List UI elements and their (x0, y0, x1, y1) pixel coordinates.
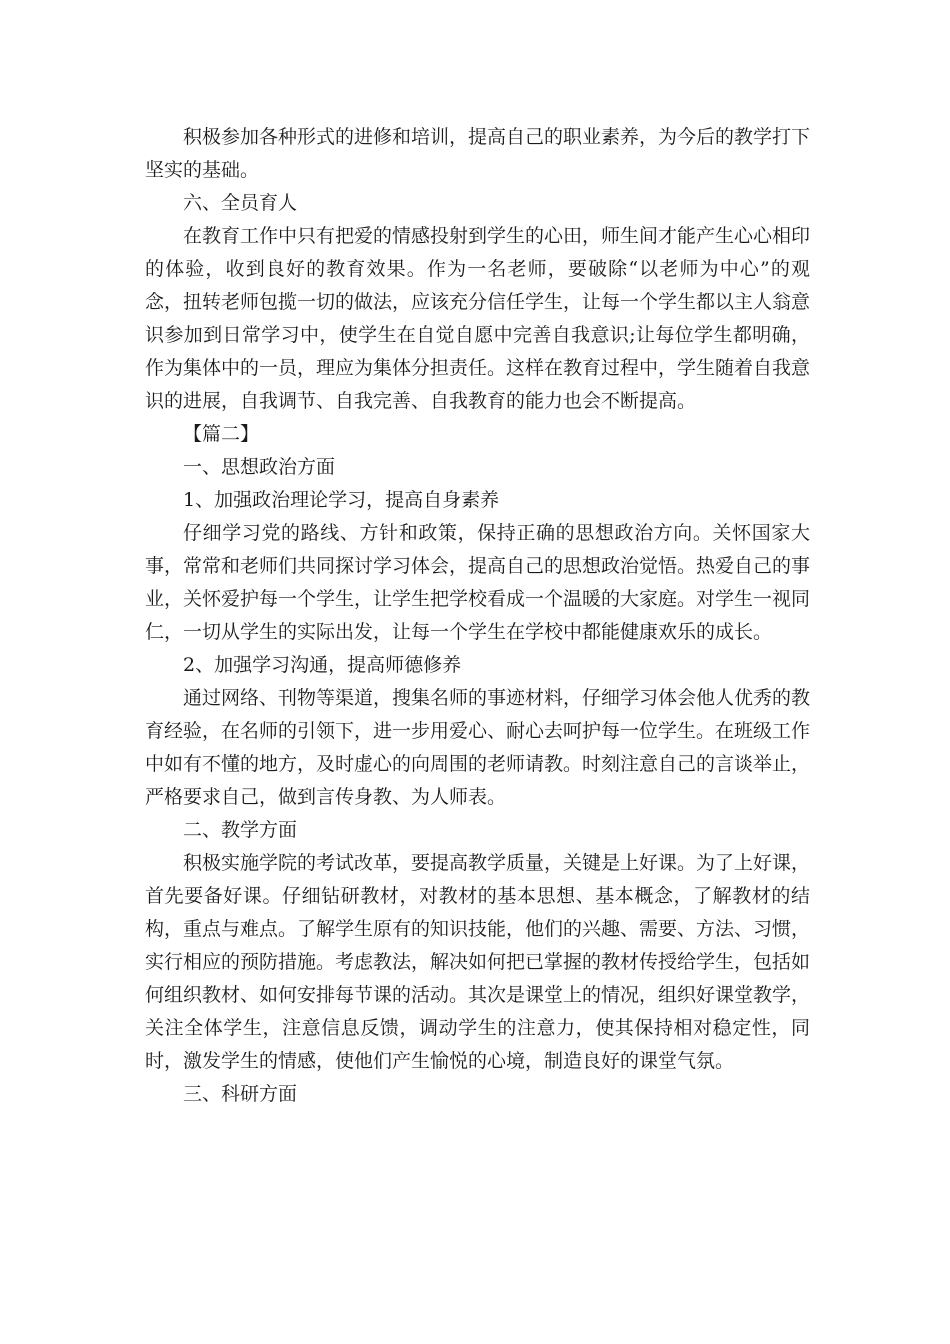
heading-all-staff-education: 六、全员育人 (183, 192, 298, 214)
heading-research: 三、科研方面 (183, 1083, 298, 1105)
section-marker-part-two: 【篇二】 (183, 423, 260, 445)
subheading-political-study: 1、加强政治理论学习，提高自身素养 (183, 489, 500, 511)
paragraph-love-education: 在教育工作中只有把爱的情感投射到学生的心田，师生间才能产生心心相印的体验，收到良好的教育效果。作为一名老师，要破除“以老师为中心”的观念，扭转老师包揽一切的做法，应该充分信任学生，让每一个学生都以主人翁意识参加到日常学习中，使学生在自觉自愿中完善自我意识;让每位学生都明确，作为集体中的一员，理应为集体分担责任。这样在教育过程中，学生随着自我意识的进展，自我调节、自我完善、自我教育的能力也会不断提高。 (145, 225, 811, 412)
paragraph-party-line: 仔细学习党的路线、方针和政策，保持正确的思想政治方向。关怀国家大事，常常和老师们共同探讨学习体会，提高自己的思想政治觉悟。热爱自己的事业，关怀爱护每一个学生，让学生把学校看成一个温暖的大家庭。对学生一视同仁，一切从学生的实际出发，让每一个学生在学校中都能健康欢乐的成长。 (145, 522, 811, 643)
paragraph-famous-teachers: 通过网络、刊物等渠道，搜集名师的事迹材料，仔细学习体会他人优秀的教育经验，在名师的引领下，进一步用爱心、耐心去呵护每一位学生。在班级工作中如有不懂的地方，及时虚心的向周围的老师请教。时刻注意自己的言谈举止，严格要求自己，做到言传身教、为人师表。 (145, 687, 811, 808)
heading-teaching: 二、教学方面 (183, 819, 298, 841)
paragraph-exam-reform: 积极实施学院的考试改革，要提高教学质量，关键是上好课。为了上好课，首先要备好课。仔细钻研教材，对教材的基本思想、基本概念，了解教材的结构，重点与难点。了解学生原有的知识技能，他们的兴趣、需要、方法、习惯，实行相应的预防措施。考虑教法，解决如何把已掌握的教材传授给学生，包括如何组织教材、如何安排每节课的活动。其次是课堂上的情况，组织好课堂教学，关注全体学生，注意信息反馈，调动学生的注意力，使其保持相对稳定性，同时，激发学生的情感，使他们产生愉悦的心境，制造良好的课堂气氛。 (145, 852, 811, 1072)
document-body (145, 121, 810, 1111)
paragraph-training: 积极参加各种形式的进修和培训，提高自己的职业素养，为今后的教学打下坚实的基础。 (145, 126, 811, 181)
heading-ideology-politics: 一、思想政治方面 (183, 456, 336, 478)
subheading-ethics: 2、加强学习沟通，提高师德修养 (183, 654, 462, 676)
